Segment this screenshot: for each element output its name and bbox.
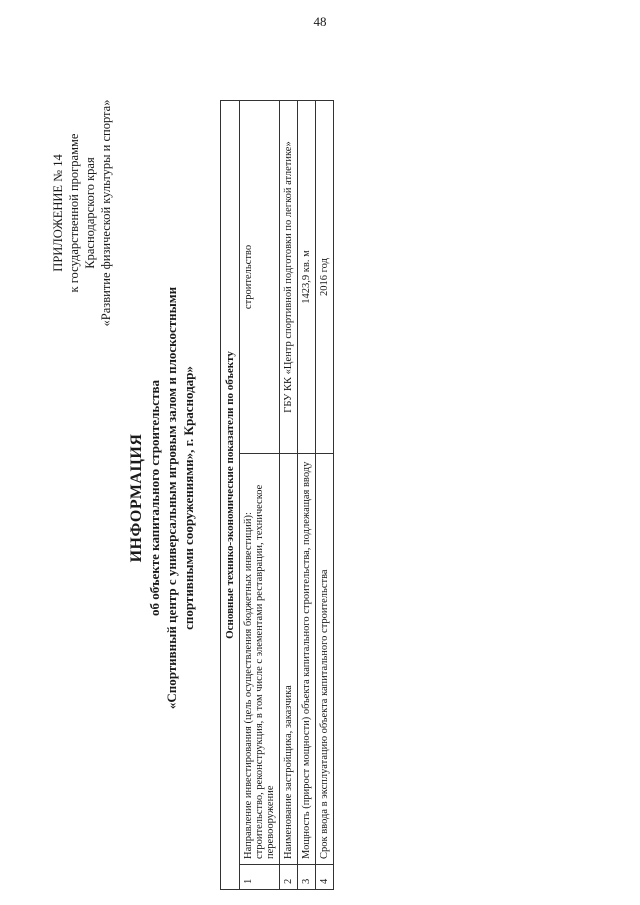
title-block [128,98,197,898]
row-value: 1423,9 кв. м [298,100,316,453]
table-row [280,100,298,889]
document-title: ИНФОРМАЦИЯ [128,433,145,562]
appendix-heading [50,98,114,328]
table-header: Основные технико-экономические показатели по объекту [221,100,240,889]
appendix-line-1: ПРИЛОЖЕНИЕ № 14 [51,153,65,272]
title-line-1: об объекте капитального строительства [147,379,162,616]
appendix-line-4: «Развитие физической культуры и спорта» [99,99,113,326]
document-body [50,98,590,898]
title-line-3: спортивными сооружениями», г. Краснодар» [181,365,196,630]
indicators-table [220,100,334,890]
table-row [240,100,280,889]
page-number: 48 [313,14,327,29]
row-label: Наименование застройщика, заказчика [280,453,298,864]
row-number: 1 [240,864,280,889]
table-header-row [221,100,240,889]
table-row [316,100,334,889]
row-label: Мощность (прирост мощности) объекта капитального строительства, подлежащая вводу [298,453,316,864]
appendix-line-3: Краснодарского края [83,156,97,269]
row-value: ГБУ КК «Центр спортивной подготовки по легкой атлетике» [280,100,298,453]
row-label: Срок ввода в эксплуатацию объекта капитального строительства [316,453,334,864]
row-value: 2016 год [316,100,334,453]
row-number: 4 [316,864,334,889]
row-value: строительство [240,100,280,453]
title-line-2: «Спортивный центр с универсальным игровым залом и плоскостными [164,286,179,709]
row-number: 3 [298,864,316,889]
row-label: Направление инвестирования (цель осуществления бюджетных инвестиций): строительство, реконструкция, в том числе с элементами реставрации, техническое перевооружение [240,453,280,864]
table-row [298,100,316,889]
row-number: 2 [280,864,298,889]
appendix-line-2: к государственной программе [67,133,81,292]
